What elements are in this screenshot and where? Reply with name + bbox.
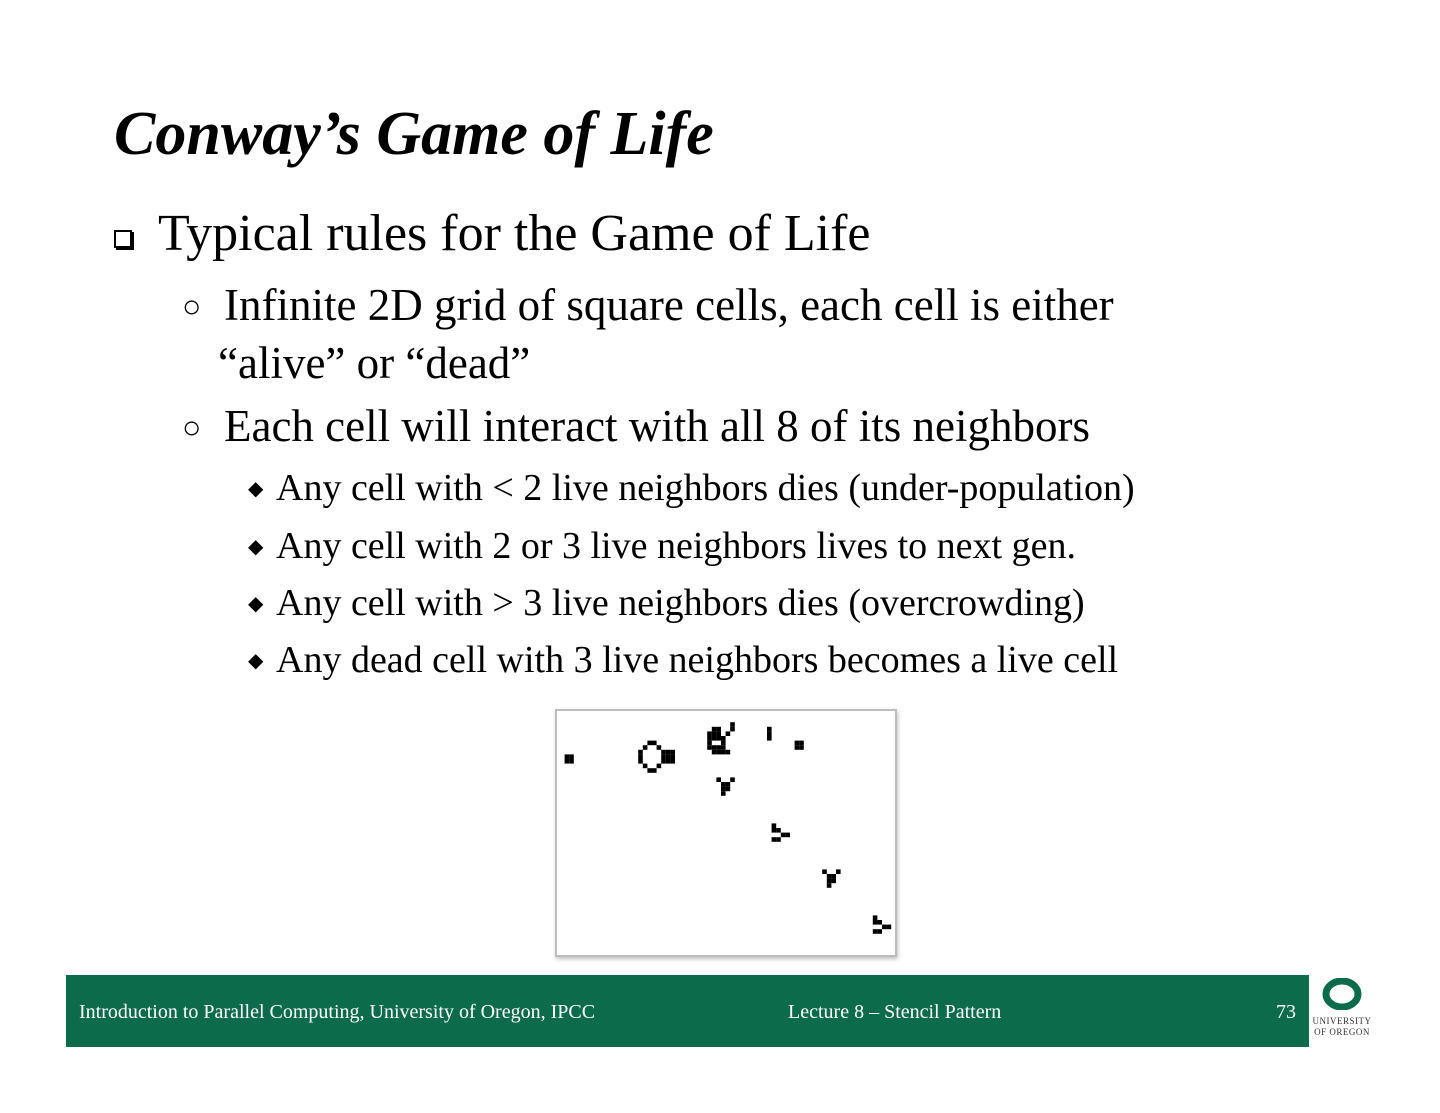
oregon-o-icon <box>1322 978 1362 1010</box>
live-cell <box>827 879 832 884</box>
circle-bullet-icon: ○ <box>182 288 202 324</box>
live-cell <box>873 920 878 925</box>
live-cell <box>721 736 726 741</box>
footer-lecture-title: Lecture 8 – Stencil Pattern <box>788 1001 1002 1023</box>
sub-bullet-2 <box>182 399 1090 457</box>
live-cell <box>772 828 777 833</box>
diamond-bullet-icon: ◆ <box>248 593 264 615</box>
slide-title: Conway’s Game of Life <box>114 100 714 168</box>
live-cell <box>767 727 772 732</box>
live-cell <box>726 750 731 755</box>
live-cell <box>721 787 726 792</box>
live-cell <box>772 823 777 828</box>
live-cell <box>831 879 836 884</box>
live-cell <box>726 731 731 736</box>
live-cell <box>638 750 643 755</box>
live-cell <box>565 759 570 764</box>
live-cell <box>716 745 721 750</box>
live-cell <box>707 736 712 741</box>
live-cell <box>877 929 882 934</box>
live-cell <box>638 759 643 764</box>
main-bullet-text: Typical rules for the Game of Life <box>158 205 871 262</box>
rule-text: Any cell with 2 or 3 live neighbors lives to next gen. <box>276 525 1076 567</box>
rule-text: Any dead cell with 3 live neighbors becomes a live cell <box>276 639 1119 681</box>
live-cell <box>657 745 662 750</box>
live-cell <box>822 869 827 874</box>
live-cell <box>657 764 662 769</box>
live-cell <box>661 759 666 764</box>
live-cell <box>785 833 790 838</box>
live-cell <box>712 731 717 736</box>
live-cell <box>721 750 726 755</box>
live-cell <box>827 874 832 879</box>
sub-bullet-1-line1: Infinite 2D grid of square cells, each cell is either <box>224 280 1114 330</box>
live-cell <box>569 754 574 759</box>
live-cell <box>730 722 735 727</box>
live-cell <box>707 741 712 746</box>
rule-text: Any cell with < 2 live neighbors dies (under-population) <box>276 467 1135 509</box>
live-cell <box>638 754 643 759</box>
sub-bullet-2-line1: Each cell will interact with all 8 of its neighbors <box>224 401 1091 451</box>
live-cell <box>652 768 657 773</box>
live-cell <box>716 750 721 755</box>
sub-bullet-1 <box>182 278 1114 390</box>
live-cell <box>776 837 781 842</box>
live-cell <box>647 768 652 773</box>
live-cell <box>873 929 878 934</box>
live-cell <box>716 727 721 732</box>
footer-course-title: Introduction to Parallel Computing, University of Oregon, IPCC <box>79 1001 596 1023</box>
live-cell <box>712 745 717 750</box>
live-cell <box>652 741 657 746</box>
live-cell <box>661 750 666 755</box>
logo-line-1: UNIVERSITY <box>1312 1016 1372 1026</box>
rule-item-1 <box>248 465 1135 517</box>
square-bullet-icon <box>114 230 132 248</box>
live-cell <box>781 833 786 838</box>
live-cell <box>707 745 712 750</box>
live-cell <box>666 754 671 759</box>
rule-item-2 <box>248 523 1076 575</box>
game-of-life-illustration <box>555 709 897 957</box>
live-cell <box>730 727 735 732</box>
live-cell <box>799 741 804 746</box>
live-cell <box>716 731 721 736</box>
live-cell <box>707 731 712 736</box>
live-cell <box>666 750 671 755</box>
live-cell <box>882 925 887 930</box>
live-cell <box>712 736 717 741</box>
live-cell <box>670 750 675 755</box>
live-cell <box>721 782 726 787</box>
live-cell <box>827 883 832 888</box>
live-cell <box>716 777 721 782</box>
circle-bullet-icon: ○ <box>182 409 202 445</box>
page-number: 73 <box>1276 1001 1296 1023</box>
live-cell <box>767 731 772 736</box>
diamond-bullet-icon: ◆ <box>248 650 264 672</box>
diamond-bullet-icon: ◆ <box>248 478 264 500</box>
live-cell <box>795 741 800 746</box>
logo-line-2: OF OREGON <box>1314 1027 1370 1037</box>
rule-text: Any cell with > 3 live neighbors dies (overcrowding) <box>276 582 1085 624</box>
live-cell <box>799 745 804 750</box>
live-cell <box>712 750 717 755</box>
live-cell <box>721 791 726 796</box>
live-cell <box>666 759 671 764</box>
live-cell <box>730 777 735 782</box>
live-cell <box>721 741 726 746</box>
live-cell <box>887 925 892 930</box>
live-cell <box>647 741 652 746</box>
live-cell <box>795 745 800 750</box>
sub-bullet-1-line2: “alive” or “dead” <box>218 338 531 388</box>
diamond-bullet-icon: ◆ <box>248 536 264 558</box>
live-cell <box>721 745 726 750</box>
live-cell <box>670 759 675 764</box>
footer-bar <box>66 975 1309 1047</box>
live-cell <box>643 764 648 769</box>
live-cell <box>726 787 731 792</box>
live-cell <box>643 745 648 750</box>
live-cell <box>877 920 882 925</box>
live-cell <box>712 727 717 732</box>
rule-item-4 <box>248 637 1118 689</box>
live-cell <box>670 754 675 759</box>
live-cell <box>661 754 666 759</box>
live-cell <box>767 736 772 741</box>
rule-item-3 <box>248 580 1085 632</box>
university-logo <box>1312 976 1372 1048</box>
life-grid-canvas <box>557 711 895 955</box>
live-cell <box>726 782 731 787</box>
live-cell <box>836 869 841 874</box>
live-cell <box>873 915 878 920</box>
live-cell <box>569 759 574 764</box>
live-cell <box>776 828 781 833</box>
live-cell <box>565 754 570 759</box>
live-cell <box>716 736 721 741</box>
live-cell <box>772 837 777 842</box>
main-bullet <box>114 203 871 265</box>
live-cell <box>831 874 836 879</box>
